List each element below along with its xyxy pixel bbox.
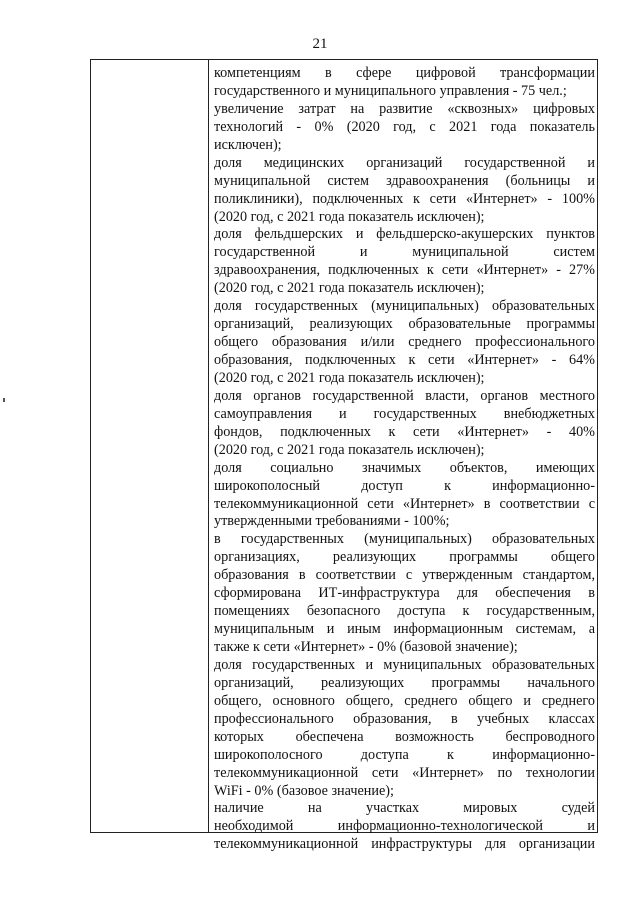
text-line: доля государственных (муниципальных) образовательных (214, 298, 595, 315)
text-line: доля государственных и муниципальных образовательных (214, 656, 595, 673)
text-line: фондов, подключенных к сети «Интернет» - 40% (214, 423, 595, 440)
text-line: сформирована ИТ-инфраструктура для обеспечения в (214, 585, 595, 602)
text-line: утвержденными требованиями - 100%; (214, 513, 450, 530)
text-line: образования в соответствии с утвержденным стандартом, (214, 567, 595, 584)
document-table (90, 59, 598, 853)
text-line: муниципальной систем здравоохранения (больницы и (214, 172, 595, 189)
text-line: необходимой информационно-технологической и (214, 818, 595, 835)
text-line: телекоммуникационной инфраструктуры для организации (214, 836, 595, 853)
text-line: телекоммуникационной сети «Интернет» в соответствии с (214, 495, 595, 512)
text-line: муниципальным и иным информационным системам, а (214, 621, 595, 638)
text-line: (2020 год, с 2021 года показатель исключен); (214, 280, 485, 297)
text-line: доля медицинских организаций государственной и (214, 154, 595, 171)
text-line: компетенциям в сфере цифровой трансформации (214, 65, 595, 81)
text-line: которых обеспечена возможность беспроводного (214, 728, 595, 745)
text-line: общего образования и/или среднего профессионального (214, 334, 595, 351)
text-line: в государственных (муниципальных) образовательных (214, 531, 595, 548)
text-line: образования, подключенных к сети «Интернет» - 64% (214, 352, 595, 368)
text-line: организаций, реализующих программы начального (214, 674, 595, 691)
text-line: исключен); (214, 136, 282, 153)
text-line: увеличение затрат на развитие «сквозных» цифровых (214, 100, 595, 117)
margin-mark (3, 398, 5, 402)
text-line: наличие на участках мировых судей (214, 800, 595, 817)
text-line: организациях, реализующих программы общего (214, 549, 595, 566)
text-line: доля фельдшерских и фельдшерско-акушерских пунктов (214, 226, 595, 243)
table-left-cell (91, 60, 209, 832)
page-number: 21 (312, 36, 328, 52)
text-line: (2020 год, с 2021 года показатель исключен); (214, 208, 485, 225)
text-line: государственной и муниципальной систем (214, 244, 595, 261)
text-line: WiFi - 0% (базовое значение); (214, 782, 394, 799)
table-right-cell (209, 60, 597, 853)
text-line: широкополосный доступ к информационно- (214, 477, 595, 494)
text-line: доля социально значимых объектов, имеющих (214, 459, 595, 476)
text-line: государственного и муниципального управления - 75 чел.; (214, 82, 567, 99)
text-line: общего, основного общего, среднего общего и среднего (214, 692, 595, 709)
text-line: телекоммуникационной сети «Интернет» по технологии (214, 764, 595, 781)
text-line: организаций, реализующих образовательные программы (214, 316, 595, 333)
text-line: самоуправления и государственных внебюджетных (214, 405, 595, 422)
text-line: также к сети «Интернет» - 0% (базовой значение); (214, 639, 518, 655)
text-line: технологий - 0% (2020 год, с 2021 года показатель (214, 118, 595, 135)
text-line: помещениях безопасного доступа к государственным, (214, 603, 595, 620)
text-line: поликлиники), подключенных к сети «Интернет» - 100% (214, 190, 595, 207)
text-line: здравоохранения, подключенных к сети «Интернет» - 27% (214, 262, 595, 279)
text-line: доля органов государственной власти, органов местного (214, 387, 595, 404)
text-line: (2020 год, с 2021 года показатель исключен); (214, 441, 485, 458)
text-line: (2020 год, с 2021 года показатель исключен); (214, 369, 485, 386)
text-line: широкополосного доступа к информационно- (214, 746, 595, 763)
text-line: профессионального образования, в учебных классах (214, 710, 595, 727)
